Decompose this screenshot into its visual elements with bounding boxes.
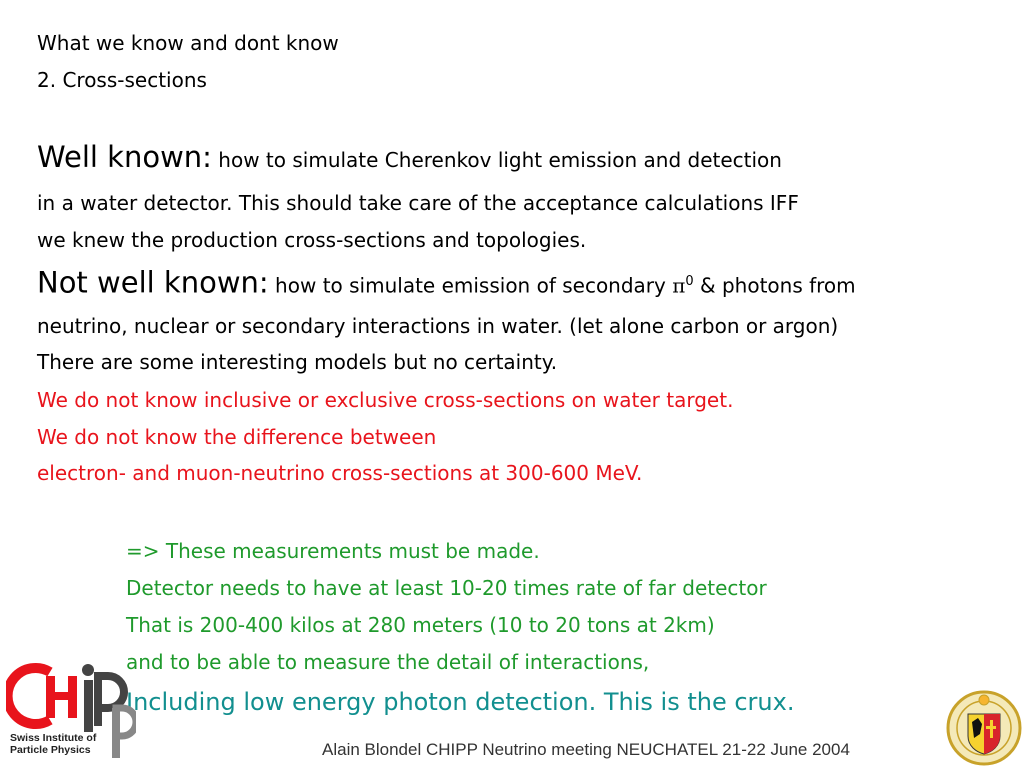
- red-line-1: We do not know inclusive or exclusive cross-sections on water target.: [37, 388, 734, 412]
- green-line-1: => These measurements must be made.: [126, 539, 540, 563]
- geneva-seal-icon: [944, 686, 1024, 766]
- red-line-2: We do not know the difference between: [37, 425, 437, 449]
- green-line-2: Detector needs to have at least 10-20 times rate of far detector: [126, 576, 767, 600]
- well-known-line-1: [37, 140, 782, 174]
- well-known-line-3: we knew the production cross-sections and topologies.: [37, 228, 587, 252]
- green-line-4: and to be able to measure the detail of interactions,: [126, 650, 650, 674]
- not-well-known-line-1: [37, 265, 856, 300]
- pi-superscript: 0: [685, 274, 694, 289]
- well-known-heading: Well known:: [37, 140, 212, 174]
- not-well-known-line-2: neutrino, nuclear or secondary interactions in water. (let alone carbon or argon): [37, 314, 839, 338]
- well-known-text-1: how to simulate Cherenkov light emission and detection: [211, 148, 782, 172]
- header-line-1: What we know and dont know: [37, 31, 339, 55]
- crux-line: Including low energy photon detection. This is the crux.: [126, 688, 795, 716]
- not-well-known-line-3: There are some interesting models but no certainty.: [37, 350, 558, 374]
- footer-text: Alain Blondel CHIPP Neutrino meeting NEUCHATEL 21-22 June 2004: [322, 740, 850, 759]
- red-line-3: electron- and muon-neutrino cross-sections at 300-600 MeV.: [37, 461, 643, 485]
- chipp-logo-text-2: Particle Physics: [10, 744, 91, 756]
- not-well-known-text-1a: how to simulate emission of secondary: [268, 273, 673, 298]
- not-well-known-text-1b: & photons from: [693, 273, 856, 298]
- not-well-known-heading: Not well known:: [37, 265, 269, 300]
- green-line-3: That is 200-400 kilos at 280 meters (10 to 20 tons at 2km): [126, 613, 715, 637]
- header-line-2: 2. Cross-sections: [37, 68, 207, 92]
- well-known-line-2: in a water detector. This should take care of the acceptance calculations IFF: [37, 191, 799, 215]
- pi-symbol: π: [672, 273, 686, 298]
- chipp-logo-text: [10, 732, 96, 756]
- chipp-logo-text-1: Swiss Institute of: [10, 732, 97, 744]
